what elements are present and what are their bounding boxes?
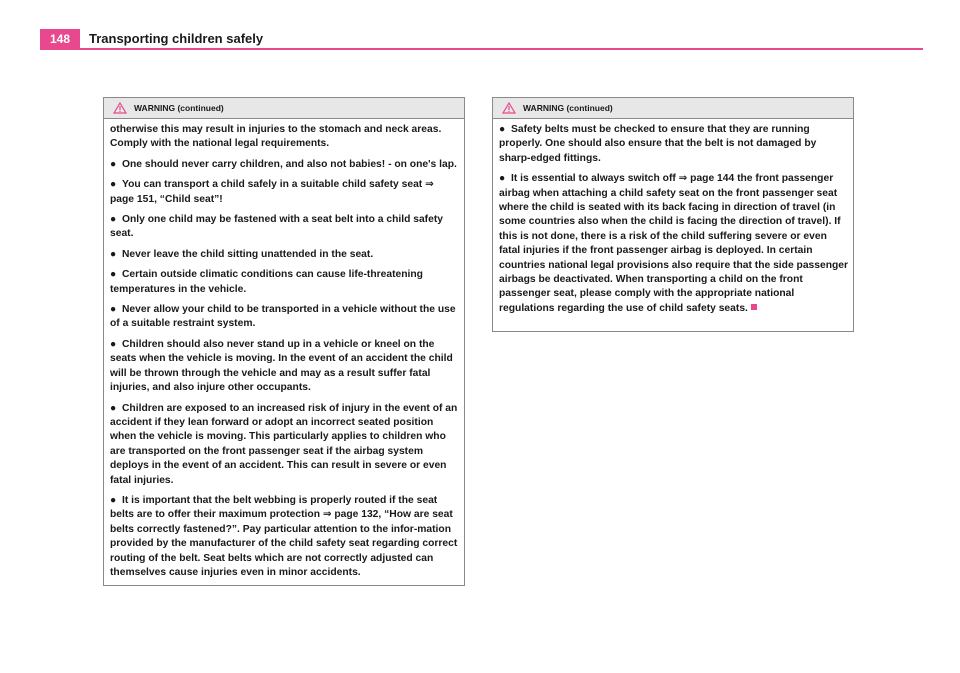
warning-heading: WARNING (continued): [523, 103, 613, 113]
warning-body: [493, 119, 853, 316]
bullet-icon: ●: [110, 158, 117, 170]
bullet-paragraph: ● It is essential to always switch off ⇒ page 144 the front passenger airbag when attaching a child safety seat on the front passenger seat where the child is seated with its back facing in direction of travel (in some countries also when the child is facing the direction of travel). If this is not done, there is a risk of the child suffering severe or even fatal injuries if the front passenger airbag is deployed. In certain countries national legal provisions also require that the side passenger airbags be deactivated. When transporting a child on the front passenger seat, please comply with the appropriate national regulations regarding the use of child safety seats.: [499, 173, 849, 314]
bullet-paragraph: ● Never allow your child to be transported in a vehicle without the use of a suitable restraint system.: [110, 304, 456, 330]
warning-body: [104, 119, 464, 580]
header-rule: [40, 48, 923, 50]
page-header: [40, 29, 923, 51]
page-title: Transporting children safely: [89, 31, 264, 46]
bullet-icon: ●: [110, 494, 117, 506]
bullet-paragraph: ● Children are exposed to an increased risk of injury in the event of an accident if they lean forward or adopt an incorrect seated position when the vehicle is moving. This particularly applies to children who are transported on the front passenger seat if the airbag system deploys in the event of an accident. This can result in severe or even fatal injuries.: [110, 402, 458, 486]
warning-header: [493, 98, 853, 119]
bullet-icon: ●: [110, 269, 117, 281]
bullet-paragraph: ● Never leave the child sitting unattended in the seat.: [110, 248, 460, 262]
bullet-paragraph: ● It is important that the belt webbing is properly routed if the seat belts are to offer their maximum protection ⇒ page 132, “How are seat belts correctly fastened?”. Pay particular attention to the infor-mation provided by the manufacturer of the child safety seat regarding correct routing of the belt. Seat belts which are not correctly adjusted can themselves cause injuries even in minor accidents.: [110, 494, 458, 578]
bullet-paragraph: ● Certain outside climatic conditions can cause life-threatening temperatures in the vehicle.: [110, 269, 423, 295]
bullet-paragraph: ● One should never carry children, and also not babies! - on one's lap.: [110, 158, 460, 172]
page-number: 148: [40, 29, 80, 49]
warning-box-right: [492, 97, 854, 332]
bullet-icon: ●: [110, 304, 117, 316]
warning-triangle-icon: [502, 102, 516, 114]
bullet-icon: ●: [499, 124, 506, 135]
bullet-icon: ●: [110, 248, 117, 260]
bullet-icon: ●: [110, 402, 117, 414]
end-of-section-icon: [751, 304, 757, 310]
bullet-paragraph: ● Only one child may be fastened with a seat belt into a child safety seat.: [110, 214, 443, 240]
bullet-paragraph: ● Safety belts must be checked to ensure that they are running properly. One should also ensure that the belt is not damaged by sharp-edged fittings.: [499, 124, 817, 164]
warning-triangle-icon: [113, 102, 127, 114]
bullet-icon: ●: [110, 214, 117, 226]
warning-heading: WARNING (continued): [134, 103, 224, 113]
bullet-icon: ●: [110, 338, 117, 350]
warning-box-left: [103, 97, 465, 586]
bullet-icon: ●: [499, 173, 506, 185]
paragraph: otherwise this may result in injuries to the stomach and neck areas. Comply with the national legal requirements.: [110, 124, 442, 150]
warning-header: [104, 98, 464, 119]
bullet-paragraph: ● Children should also never stand up in a vehicle or kneel on the seats when the vehicle is moving. In the event of an accident the child will be thrown through the vehicle and may as a result suffer fatal injuries, and also injure other occupants.: [110, 338, 453, 394]
bullet-icon: ●: [110, 179, 117, 191]
bullet-paragraph: ● You can transport a child safely in a suitable child safety seat ⇒ page 151, “Child seat”!: [110, 179, 434, 205]
